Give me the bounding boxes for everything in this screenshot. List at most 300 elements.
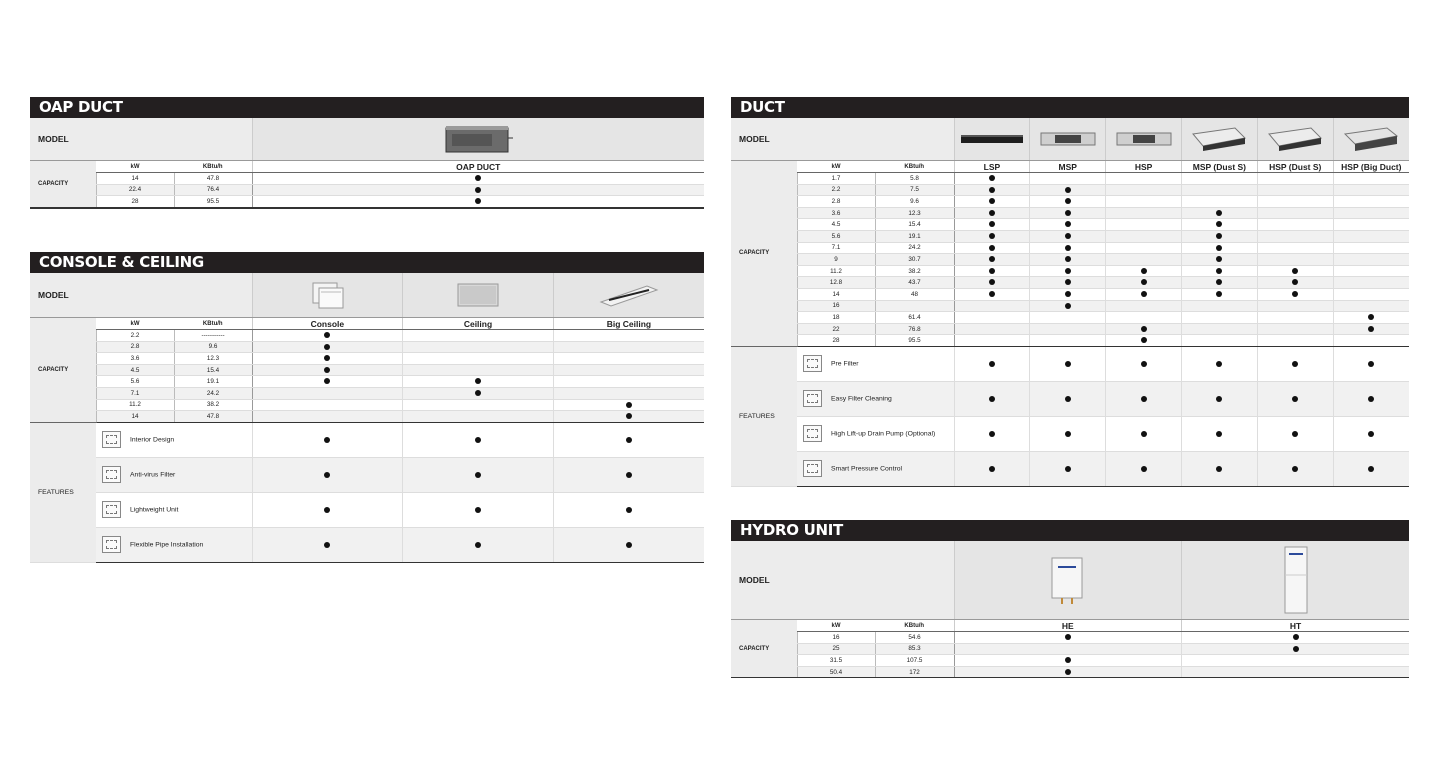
kw-cell: 12.8 [797,277,875,289]
kbtu-cell: 95.5 [875,335,954,347]
availability-cell [1182,312,1258,324]
feature-availability-cell [403,422,554,457]
availability-cell [1182,277,1258,289]
kbtu-header: KBtu/h [174,161,252,173]
availability-cell [553,364,704,376]
feature-row [731,416,1409,451]
availability-cell [954,254,1030,266]
availability-cell [1257,242,1333,254]
availability-dot-icon [324,507,330,513]
hydro-unit-table [731,541,1409,678]
availability-dot-icon [989,221,995,227]
availability-dot-icon [475,175,481,181]
feature-availability-cell [954,451,1030,486]
capacity-row [731,300,1409,312]
availability-cell [1106,196,1182,208]
availability-dot-icon [1065,279,1071,285]
availability-dot-icon [626,413,632,419]
capacity-row [731,312,1409,324]
availability-cell [954,207,1030,219]
kbtu-cell: 30.7 [875,254,954,266]
availability-cell [252,376,403,388]
availability-cell [1106,277,1182,289]
kbtu-cell: 85.3 [875,643,954,655]
feature-availability-cell [1030,346,1106,381]
availability-cell [1257,335,1333,347]
availability-cell [1182,265,1258,277]
availability-cell [954,173,1030,185]
availability-cell [954,666,1181,678]
availability-cell [252,364,403,376]
feature-availability-cell [1030,451,1106,486]
feature-row [731,381,1409,416]
capacity-row [30,411,704,423]
availability-cell [1182,632,1410,644]
capacity-row [731,196,1409,208]
kw-cell: 14 [797,288,875,300]
availability-dot-icon [1292,291,1298,297]
availability-cell [1182,219,1258,231]
feature-row [731,451,1409,486]
kw-cell: 5.6 [96,376,174,388]
feature-name-cell [797,381,954,416]
capacity-label: CAPACITY [30,318,96,423]
availability-cell [1106,173,1182,185]
kbtu-cell: 76.8 [875,323,954,335]
availability-dot-icon [1065,361,1071,367]
availability-cell [1257,196,1333,208]
kbtu-cell: 15.4 [875,219,954,231]
availability-dot-icon [324,472,330,478]
availability-dot-icon [1292,279,1298,285]
availability-cell [954,288,1030,300]
availability-dot-icon [1141,337,1147,343]
availability-cell [1257,173,1333,185]
availability-cell [553,399,704,411]
availability-cell [1106,184,1182,196]
duct-table [731,118,1409,487]
kbtu-cell: 61.4 [875,312,954,324]
availability-cell [1030,277,1106,289]
product-header: HT [1182,620,1410,632]
kw-cell: 4.5 [797,219,875,231]
availability-cell [1182,230,1258,242]
feature-name-cell [797,416,954,451]
availability-dot-icon [1292,361,1298,367]
kbtu-header: KBtu/h [875,620,954,632]
kw-header: kW [797,161,875,173]
feature-label: Pre Filter [831,360,859,368]
availability-cell [1333,254,1409,266]
availability-dot-icon [1141,466,1147,472]
capacity-row [30,364,704,376]
product-header: Big Ceiling [553,318,704,330]
availability-cell [1106,230,1182,242]
capacity-row [30,330,704,342]
availability-dot-icon [1216,245,1222,251]
availability-cell [1030,335,1106,347]
kbtu-cell: 47.8 [174,411,252,423]
kbtu-cell: 12.3 [875,207,954,219]
availability-dot-icon [1065,221,1071,227]
model-label: MODEL [30,118,252,161]
kw-cell: 1.7 [797,173,875,185]
feature-label: High Lift-up Drain Pump (Optional) [831,430,936,438]
availability-cell [1257,184,1333,196]
availability-dot-icon [1065,268,1071,274]
availability-dot-icon [1065,198,1071,204]
availability-dot-icon [1216,396,1222,402]
availability-cell [252,411,403,423]
kbtu-cell: 107.5 [875,655,954,667]
capacity-row [731,643,1409,655]
product-header: LSP [954,161,1030,173]
availability-cell [1182,643,1410,655]
availability-dot-icon [1216,268,1222,274]
availability-cell [1030,230,1106,242]
kbtu-cell: 38.2 [875,265,954,277]
kw-cell: 9 [797,254,875,266]
kw-header: kW [797,620,875,632]
kw-cell: 14 [96,173,174,185]
product-header: Ceiling [403,318,554,330]
availability-cell [1182,335,1258,347]
availability-cell [1182,655,1410,667]
model-label: MODEL [731,541,954,620]
kw-cell: 28 [797,335,875,347]
availability-cell [1182,242,1258,254]
kbtu-cell: 19.1 [174,376,252,388]
section-title: DUCT [731,97,1409,118]
kw-cell: 50.4 [797,666,875,678]
availability-cell [954,196,1030,208]
feature-name-cell [797,451,954,486]
availability-dot-icon [626,472,632,478]
availability-cell [1106,219,1182,231]
availability-cell [1257,277,1333,289]
availability-dot-icon [1368,431,1374,437]
capacity-row [731,632,1409,644]
availability-dot-icon [989,256,995,262]
capacity-row [731,219,1409,231]
product-header: HE [954,620,1181,632]
kbtu-cell: 12.3 [174,353,252,365]
availability-cell [252,196,704,208]
feature-availability-cell [1257,451,1333,486]
kbtu-cell: 15.4 [174,364,252,376]
availability-dot-icon [1065,245,1071,251]
availability-cell [403,364,554,376]
kbtu-cell: 95.5 [174,196,252,208]
features-label: FEATURES [30,422,96,562]
availability-cell [1030,196,1106,208]
capacity-row [731,230,1409,242]
kbtu-cell: 43.7 [875,277,954,289]
availability-dot-icon [1292,431,1298,437]
feature-availability-cell [403,492,554,527]
availability-cell [1106,265,1182,277]
section-title: OAP DUCT [30,97,704,118]
availability-cell [403,353,554,365]
availability-dot-icon [1216,256,1222,262]
capacity-row [30,376,704,388]
availability-dot-icon [1065,303,1071,309]
availability-dot-icon [1292,268,1298,274]
product-header: HSP (Big Duct) [1333,161,1409,173]
availability-cell [954,277,1030,289]
availability-cell [1030,254,1106,266]
capacity-row [30,353,704,365]
availability-dot-icon [475,507,481,513]
kw-cell: 3.6 [96,353,174,365]
kw-cell: 7.1 [797,242,875,254]
feature-name-cell [96,422,252,457]
availability-dot-icon [324,378,330,384]
availability-dot-icon [1065,466,1071,472]
capacity-row [731,207,1409,219]
availability-cell [1106,335,1182,347]
availability-cell [1333,230,1409,242]
kbtu-cell: 7.5 [875,184,954,196]
availability-dot-icon [989,210,995,216]
feature-availability-cell [403,457,554,492]
availability-cell [954,242,1030,254]
availability-cell [1030,265,1106,277]
product-header: MSP (Dust S) [1182,161,1258,173]
availability-cell [1182,184,1258,196]
kw-cell: 22 [797,323,875,335]
availability-dot-icon [324,344,330,350]
feature-availability-cell [954,416,1030,451]
kw-cell: 5.6 [797,230,875,242]
kw-cell: 16 [797,300,875,312]
oap-duct-table [30,118,704,208]
he-unit-image [954,541,1181,620]
availability-dot-icon [1065,396,1071,402]
availability-dot-icon [1216,466,1222,472]
kbtu-cell: 48 [875,288,954,300]
capacity-row [731,335,1409,347]
availability-dot-icon [626,402,632,408]
ht-unit-image [1182,541,1410,620]
feature-availability-cell [1333,346,1409,381]
kw-cell: 11.2 [797,265,875,277]
availability-dot-icon [626,507,632,513]
availability-dot-icon [324,332,330,338]
feature-availability-cell [553,527,704,562]
capacity-row [731,666,1409,678]
availability-dot-icon [475,472,481,478]
capacity-row [731,288,1409,300]
feature-availability-cell [553,422,704,457]
kbtu-cell: 38.2 [174,399,252,411]
availability-cell [1182,666,1410,678]
console-ceiling-section [30,252,704,563]
availability-cell [252,330,403,342]
availability-dot-icon [1141,279,1147,285]
availability-cell [1333,196,1409,208]
feature-label: Anti-virus Filter [130,471,176,479]
availability-dot-icon [1141,291,1147,297]
console-ceiling-table [30,273,704,563]
feature-availability-cell [1257,381,1333,416]
availability-cell [954,655,1181,667]
feature-icon [102,466,121,483]
availability-cell [252,387,403,399]
feature-availability-cell [1030,416,1106,451]
availability-dot-icon [1216,361,1222,367]
kbtu-cell: 47.8 [174,173,252,185]
feature-icon [803,355,822,372]
capacity-label: CAPACITY [731,161,797,347]
oap-duct-unit-image [252,118,704,161]
kw-cell: 28 [96,196,174,208]
availability-cell [1182,323,1258,335]
availability-cell [1106,312,1182,324]
availability-dot-icon [324,542,330,548]
availability-cell [553,411,704,423]
availability-cell [1333,173,1409,185]
availability-dot-icon [1141,431,1147,437]
kw-header: kW [96,318,174,330]
availability-cell [1333,219,1409,231]
capacity-row [731,242,1409,254]
kbtu-header: KBtu/h [174,318,252,330]
feature-availability-cell [1182,381,1258,416]
kbtu-cell: 172 [875,666,954,678]
availability-cell [1333,242,1409,254]
availability-dot-icon [1141,396,1147,402]
availability-dot-icon [1216,431,1222,437]
availability-dot-icon [1292,396,1298,402]
availability-cell [954,643,1181,655]
feature-row [731,346,1409,381]
feature-availability-cell [954,346,1030,381]
availability-cell [1333,335,1409,347]
availability-cell [1106,254,1182,266]
availability-dot-icon [1065,291,1071,297]
kw-cell: 7.1 [96,387,174,399]
product-header: HSP (Dust S) [1257,161,1333,173]
availability-cell [1030,323,1106,335]
availability-dot-icon [475,378,481,384]
capacity-row [731,254,1409,266]
availability-cell [403,341,554,353]
availability-dot-icon [1065,634,1071,640]
availability-dot-icon [475,187,481,193]
availability-cell [403,330,554,342]
availability-cell [1333,288,1409,300]
kw-cell: 22.4 [96,184,174,196]
availability-cell [252,341,403,353]
availability-dot-icon [1065,669,1071,675]
feature-availability-cell [1333,416,1409,451]
kw-cell: 31.5 [797,655,875,667]
availability-cell [252,399,403,411]
availability-dot-icon [1216,210,1222,216]
feature-icon [102,431,121,448]
availability-cell [1030,173,1106,185]
feature-availability-cell [1030,381,1106,416]
availability-dot-icon [1065,233,1071,239]
availability-cell [954,230,1030,242]
feature-label: Lightweight Unit [130,506,179,514]
lsp-unit-image [954,118,1030,161]
availability-cell [1106,288,1182,300]
feature-icon [803,460,822,477]
product-header: HSP [1106,161,1182,173]
availability-dot-icon [1065,187,1071,193]
availability-dot-icon [626,542,632,548]
availability-cell [1257,219,1333,231]
features-label: FEATURES [731,346,797,486]
availability-dot-icon [475,390,481,396]
kbtu-cell: 24.2 [174,387,252,399]
feature-availability-cell [553,457,704,492]
hydro-unit-section [731,520,1409,678]
feature-availability-cell [1333,451,1409,486]
availability-cell [1182,254,1258,266]
availability-dot-icon [1293,646,1299,652]
feature-availability-cell [1333,381,1409,416]
kbtu-header: KBtu/h [875,161,954,173]
kbtu-cell: ----------- [174,330,252,342]
availability-dot-icon [1141,268,1147,274]
availability-dot-icon [1368,396,1374,402]
feature-availability-cell [1257,346,1333,381]
msp-dust-s-unit-image [1182,118,1258,161]
availability-dot-icon [1293,634,1299,640]
kbtu-cell: 5.8 [875,173,954,185]
availability-cell [1030,219,1106,231]
availability-dot-icon [989,361,995,367]
availability-cell [1030,300,1106,312]
kw-cell: 18 [797,312,875,324]
kw-cell: 11.2 [96,399,174,411]
console-unit-image [252,273,403,318]
availability-cell [553,376,704,388]
feature-availability-cell [252,492,403,527]
kbtu-cell: 19.1 [875,230,954,242]
feature-name-cell [96,457,252,492]
capacity-label: CAPACITY [30,161,96,208]
kbtu-cell: 76.4 [174,184,252,196]
availability-dot-icon [324,355,330,361]
feature-icon [102,501,121,518]
product-header: OAP DUCT [252,161,704,173]
availability-cell [1333,184,1409,196]
product-header: Console [252,318,403,330]
availability-cell [252,353,403,365]
feature-icon [803,390,822,407]
feature-icon [102,536,121,553]
availability-cell [403,387,554,399]
feature-row [30,422,704,457]
availability-dot-icon [989,175,995,181]
kbtu-cell: 9.6 [875,196,954,208]
availability-dot-icon [1065,256,1071,262]
availability-cell [954,632,1181,644]
kw-cell: 14 [96,411,174,423]
kbtu-cell: 54.6 [875,632,954,644]
kbtu-cell: 9.6 [174,341,252,353]
feature-row [30,457,704,492]
availability-cell [954,335,1030,347]
availability-cell [954,323,1030,335]
availability-cell [954,265,1030,277]
capacity-row [731,184,1409,196]
availability-cell [1030,288,1106,300]
